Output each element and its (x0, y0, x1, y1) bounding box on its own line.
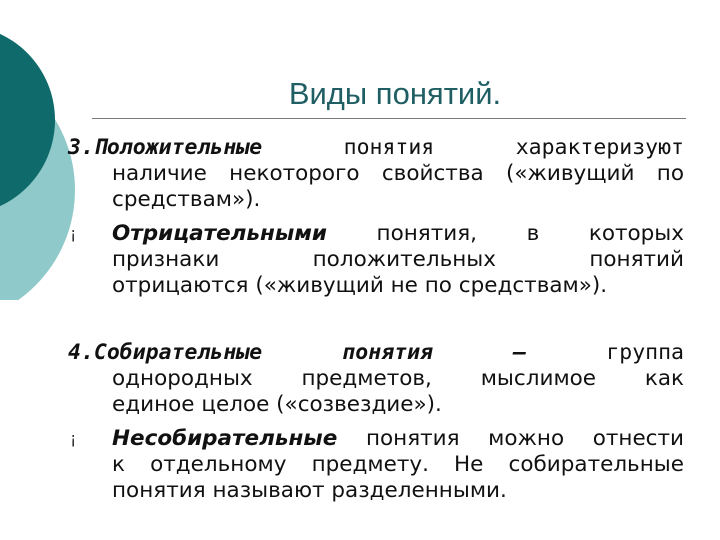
paragraph-collective-line1 (68, 340, 684, 366)
term-negative: Отрицательными (112, 221, 327, 246)
bullet-circle-icon: ¡ (70, 224, 77, 243)
paragraph-positive-cont (68, 161, 684, 213)
bullet-noncollective-line2: к отдельному предмету. Не собирательные (112, 452, 684, 477)
bullet-negative-line1 (68, 221, 684, 247)
bullet-circle-icon: ¡ (70, 429, 77, 448)
term-positive: 3.Положительные (68, 135, 263, 160)
text: понятия, в которых (326, 221, 684, 246)
text: понятия можно отнести (337, 426, 684, 451)
bullet-noncollective (68, 426, 684, 504)
paragraph-collective-line3: единое целое («созвездие»). (112, 392, 442, 417)
text: группа (526, 340, 684, 365)
text: понятия характеризуют (262, 135, 684, 160)
slide-title: Виды понятий. (288, 76, 502, 111)
bullet-negative-line2: признаки положительных понятий (112, 247, 684, 272)
bullet-negative-line3: отрицаются («живущий не по средствам»). (112, 273, 608, 298)
paragraph-collective (68, 340, 684, 418)
paragraph-positive-line1 (68, 135, 684, 161)
paragraph-collective-line2: однородных предметов, мыслимое как (112, 366, 684, 391)
bullet-noncollective-line3: понятия называют разделенными. (112, 478, 507, 503)
bullet-negative (68, 221, 684, 299)
term-collective: 4.Собирательные понятия – (68, 340, 527, 365)
paragraph-positive-line3: средствам»). (112, 187, 261, 212)
paragraph-positive (68, 135, 684, 161)
bullet-noncollective-line1 (68, 426, 684, 452)
title-divider (92, 118, 686, 119)
term-noncollective: Несобирательные (112, 426, 338, 451)
paragraph-positive-line2: наличие некоторого свойства («живущий по (112, 161, 684, 186)
